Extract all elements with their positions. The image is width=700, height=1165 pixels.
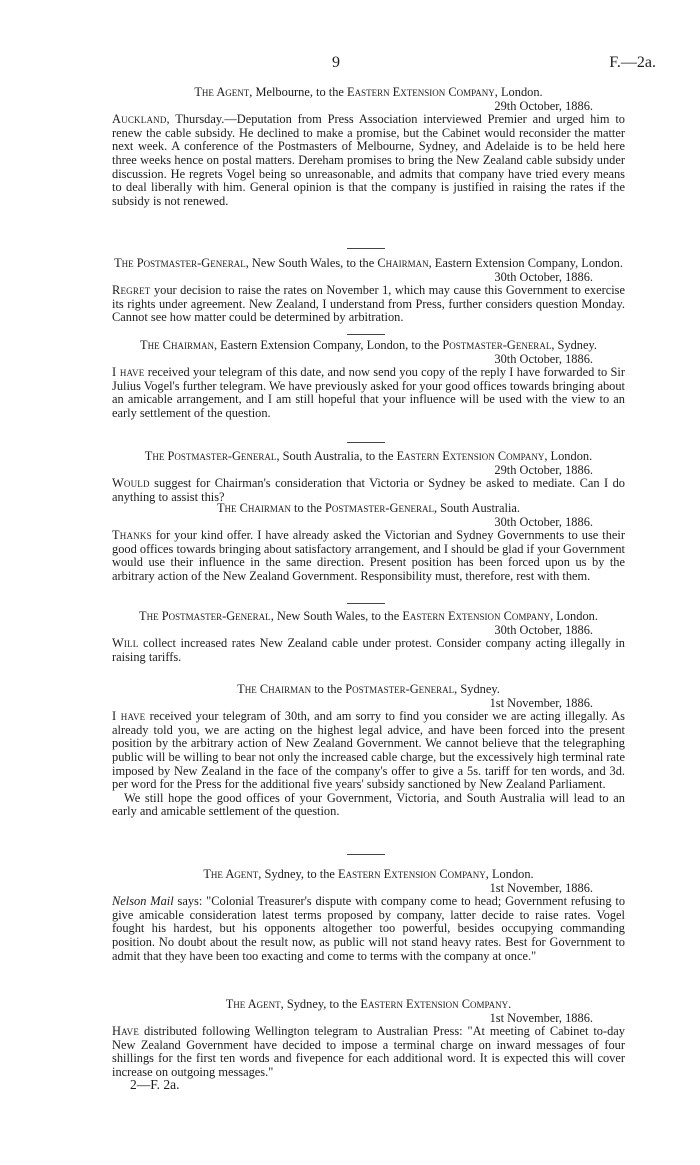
divider <box>347 854 385 855</box>
telegram-body: Will collect increased rates New Zealand cable under protest. Consider company acting illegally in raising tariffs. <box>112 636 625 664</box>
telegram-9 <box>112 998 625 1080</box>
telegram-2 <box>112 257 625 325</box>
telegram-6 <box>112 610 625 664</box>
telegram-heading: The Postmaster-General, New South Wales, to the Chairman, Eastern Extension Company, London. <box>114 256 623 270</box>
telegram-5 <box>112 502 625 584</box>
telegram-body: I have received your telegram of this date, and now send you copy of the reply I have forwarded to Sir Julius Vogel's further telegram. We have previously asked for your good offices towards bringing about an amicable arrangement, and I am still hopeful that your influence will be used with the view to an early settlement of the question. <box>112 365 625 420</box>
telegram-8 <box>112 868 625 963</box>
telegram-body: Nelson Mail says: "Colonial Treasurer's dispute with company come to head; Government refusing to give amicable consideration latest terms proposed by company, latter decide to raise rates. Vogel fought his hardest, but his opponents altogether too powerful, besides occupying commanding position. No doubt about the result now, as public will not stand heavy rates. Best for Government to admit that they have been too exacting and come to terms with the company at once." <box>112 894 626 963</box>
telegram-heading: The Chairman to the Postmaster-General, Sydney. <box>237 682 500 696</box>
telegram-heading: The Agent, Melbourne, to the Eastern Extension Company, London. <box>194 85 543 99</box>
telegram-heading: The Postmaster-General, New South Wales, to the Eastern Extension Company, London. <box>139 609 598 623</box>
telegram-date: 30th October, 1886. <box>494 622 593 637</box>
telegram-body: I have received your telegram of 30th, and am sorry to find you consider we are acting illegally. As already told you, we are acting on the highest legal advice, and have been forced into the present position by the arbitrary action of New Zealand Government. We cannot believe that the telegraphing public will be willing to bear not only the increased cable charge, but the excessively high terminal rate imposed by New Zealand in the face of the company's offer to give a 5s. tariff for ten words, and 3d. per word for the Press for the additional five years' subsidy sanctioned by New Zealand Parliament. <box>112 709 625 792</box>
telegram-date: 1st November, 1886. <box>489 695 593 710</box>
telegram-date: 30th October, 1886. <box>494 514 593 529</box>
telegram-date: 30th October, 1886. <box>494 269 593 284</box>
telegram-heading: The Agent, Sydney, to the Eastern Extension Company. <box>225 997 512 1011</box>
telegram-body: Auckland, Thursday.—Deputation from Press Association interviewed Premier and urged him to renew the cable subsidy. He declined to make a promise, but the Cabinet would reconsider the matter next week. A conference of the Postmasters of Melbourne, Sydney, and Adelaide is to be held here three weeks hence on postal matters. Dereham promises to bring the New Zealand cable subsidy under discussion. He regrets Vogel being so unreasonable, and admits that company have tried every means to deal liberally with him. General opinion is that the company is justified in raising the rates if the subsidy is not renewed. <box>112 112 625 208</box>
telegram-body: Would suggest for Chairman's consideration that Victoria or Sydney be asked to mediate. Can I do anything to assist this? <box>112 476 625 504</box>
telegram-4 <box>112 450 625 504</box>
footer-signature: 2—F. 2a. <box>130 1077 180 1092</box>
telegram-date: 29th October, 1886. <box>494 462 593 477</box>
divider <box>347 334 385 335</box>
divider <box>347 248 385 249</box>
telegram-heading: The Postmaster-General, South Australia, to the Eastern Extension Company, London. <box>144 449 593 463</box>
document-reference: F.—2a. <box>609 54 656 71</box>
divider <box>347 603 385 604</box>
telegram-date: 1st November, 1886. <box>489 1010 593 1025</box>
telegram-heading: The Chairman to the Postmaster-General, South Australia. <box>216 501 521 515</box>
telegram-date: 29th October, 1886. <box>494 98 593 113</box>
telegram-body: Thanks for your kind offer. I have already asked the Victorian and Sydney Governments to use their good offices towards bringing about satisfactory arrangement, and I should be glad if your Government would use their influence in the same direction. Present position has been forced upon us by the arbitrary action of the New Zealand Government. Responsibility must, therefore, rest with them. <box>112 528 625 583</box>
telegram-1 <box>112 86 625 208</box>
telegram-body-continued: We still hope the good offices of your Government, Victoria, and South Australia will lead to an early and amicable settlement of the question. <box>112 790 625 819</box>
telegram-date: 1st November, 1886. <box>489 880 593 895</box>
telegram-heading: The Agent, Sydney, to the Eastern Extension Company, London. <box>203 867 534 881</box>
divider <box>347 442 385 443</box>
telegram-7 <box>112 683 625 819</box>
page-number: 9 <box>332 54 340 71</box>
telegram-body: Regret your decision to raise the rates on November 1, which may cause this Government to exercise its rights under agreement. New Zealand, I understand from Press, further considers question Monday. Cannot see how matter could be determined by arbitration. <box>112 283 625 325</box>
telegram-heading: The Chairman, Eastern Extension Company, London, to the Postmaster-General, Sydney. <box>140 338 597 352</box>
telegram-date: 30th October, 1886. <box>494 351 593 366</box>
telegram-body: Have distributed following Wellington telegram to Australian Press: "At meeting of Cabinet to-day New Zealand Government have decided to impose a terminal charge on inward messages of four shillings for the first ten words and fivepence for each additional word. It is expected this will cover increase on outgoing messages." <box>112 1024 625 1079</box>
telegram-3 <box>112 339 625 421</box>
